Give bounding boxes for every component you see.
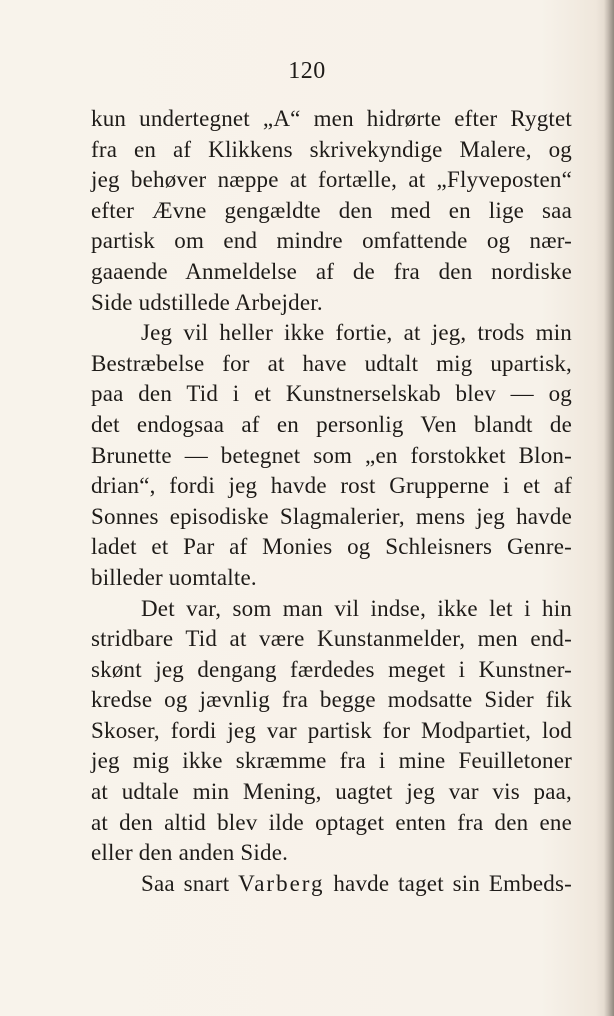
text-line: ladet et Par af Monies og Schleisners Genre- — [91, 534, 572, 560]
text-line: Sonnes episodiske Slagmalerier, mens jeg havde — [91, 503, 572, 529]
text-fragment: havde taget sin Embeds- — [324, 870, 573, 896]
paragraph-start-line: Jeg vil heller ikke fortie, at jeg, trods min — [141, 320, 572, 346]
text-line: Bestræbelse for at have udtalt mig upartisk, — [91, 350, 572, 376]
text-line: partisk om end mindre omfattende og nær- — [91, 228, 572, 254]
text-line: Side udstillede Arbejder. — [91, 289, 323, 315]
paragraph-start-line — [91, 869, 572, 900]
text-line: jeg behøver næppe at fortælle, at „Flyveposten“ — [91, 167, 572, 193]
text-line: at udtale min Mening, uagtet jeg var vis paa, — [91, 779, 572, 805]
text-line: paa den Tid i et Kunstnerselskab blev — og — [91, 381, 572, 407]
text-line: kredse og jævnlig fra begge modsatte Sider fik — [91, 687, 572, 713]
text-line: at den altid blev ilde optaget enten fra den ene — [91, 809, 572, 835]
text-line: drian“, fordi jeg havde rost Grupperne i et af — [91, 473, 572, 499]
text-line: stridbare Tid at være Kunstanmelder, men end- — [91, 626, 572, 652]
text-line: gaaende Anmeldelse af de fra den nordiske — [91, 258, 572, 284]
body-text — [91, 104, 572, 899]
text-line: skønt jeg dengang færdedes meget i Kunstner- — [91, 656, 572, 682]
text-line: Skoser, fordi jeg var partisk for Modpartiet, lod — [91, 717, 572, 743]
text-line: det endogsaa af en personlig Ven blandt de — [91, 411, 572, 437]
text-line: jeg mig ikke skræmme fra i mine Feuilletoner — [91, 748, 572, 774]
page-number: 120 — [288, 58, 326, 84]
spaced-name: Varberg — [238, 870, 325, 896]
page-edge-shadow — [604, 0, 614, 1016]
text-line: Brunette — betegnet som „en forstokket Blon- — [91, 442, 572, 468]
text-line: fra en af Klikkens skrivekyndige Malere, og — [91, 136, 572, 162]
text-line: billeder uomtalte. — [91, 564, 257, 590]
text-line: kun undertegnet „A“ men hidrørte efter Rygtet — [91, 106, 572, 131]
text-line: eller den anden Side. — [91, 840, 289, 866]
paragraph-start-line: Det var, som man vil indse, ikke let i hin — [141, 595, 572, 621]
text-line: efter Ævne gengældte den med en lige saa — [91, 197, 572, 223]
text-fragment: Saa snart — [141, 870, 239, 896]
